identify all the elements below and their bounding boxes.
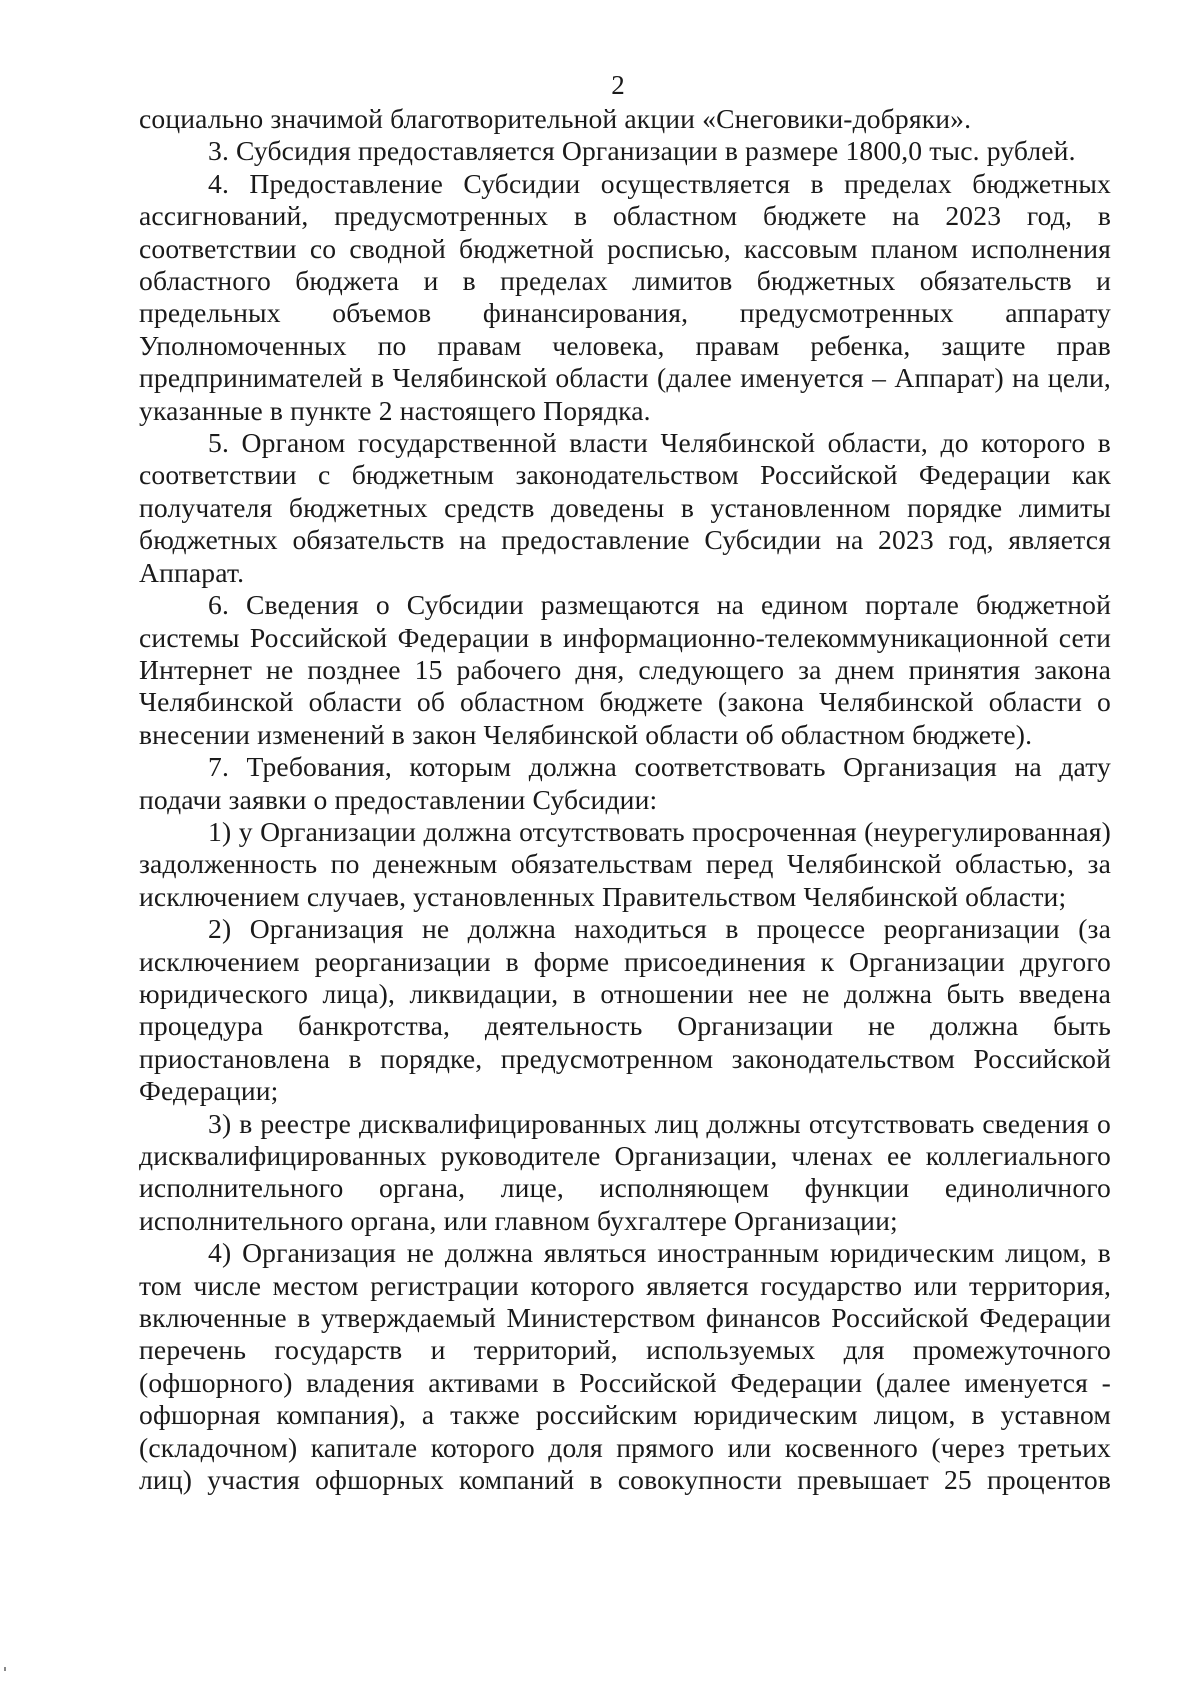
page-number: 2 [611,70,625,100]
paragraph-continuation: социально значимой благотворительной акции «Снеговики-добряки». [139,103,972,134]
paragraph-item-7: 7. Требования, которым должна соответствовать Организация на дату подачи заявки о предоставлении Субсидии: [139,751,1111,815]
scan-edge-mark [4,1667,6,1671]
paragraph-subitem-2: 2) Организация не должна находиться в процессе реорганизации (за исключением реорганизации в форме присоединения к Организации другого юридического лица), ликвидации, в отношении нее не должна быть введена процедура банкротства, деятельность Организации не должна быть приостановлена в порядке, предусмотренном законодательством Российской Федерации; [139,913,1111,1107]
paragraph-subitem-3: 3) в реестре дисквалифицированных лиц должны отсутствовать сведения о дисквалифицированных руководителе Организации, членах ее коллегиального исполнительного органа, лице, исполняющем функции единоличного исполнительного органа, или главном бухгалтере Организации; [139,1107,1111,1236]
paragraph-subitem-4: 4) Организация не должна являться иностранным юридическим лицом, в том числе местом регистрации которого является государство или территория, включенные в утверждаемый Министерством финансов Российской Федерации перечень государств и территорий, используемых для промежуточного (офшорного) владения активами в Российской Федерации (далее именуется - офшорная компания), а также российским юридическим лицом, в уставном (складочном) капитале которого доля прямого или косвенного (через третьих лиц) участия офшорных компаний в совокупности превышает 25 процентов [139,1237,1111,1496]
paragraph-subitem-1: 1) у Организации должна отсутствовать просроченная (неурегулированная) задолженность по денежным обязательствам перед Челябинской областью, за исключением случаев, установленных Правительством Челябинской области; [139,815,1111,912]
paragraph-item-5: 5. Органом государственной власти Челябинской области, до которого в соответствии с бюджетным законодательством Российской Федерации как получателя бюджетных средств доведены в установленном порядке лимиты бюджетных обязательств на предоставление Субсидии на 2023 год, является Аппарат. [139,427,1111,588]
paragraph-item-6: 6. Сведения о Субсидии размещаются на едином портале бюджетной системы Российской Федерации в информационно-телекоммуникационной сети Интернет не позднее 15 рабочего дня, следующего за днем принятия закона Челябинской области об областном бюджете (закона Челябинской области о внесении изменений в закон Челябинской области об областном бюджете). [139,589,1111,750]
paragraph-item-3: 3. Субсидия предоставляется Организации в размере 1800,0 тыс. рублей. [208,135,1076,167]
paragraph-item-4: 4. Предоставление Субсидии осуществляется в пределах бюджетных ассигнований, предусмотренных в областном бюджете на 2023 год, в соответствии со сводной бюджетной росписью, кассовым планом исполнения областного бюджета и в пределах лимитов бюджетных обязательств и предельных объемов финансирования, предусмотренных аппарату Уполномоченных по правам человека, правам ребенка, защите прав предпринимателей в Челябинской области (далее именуется – Аппарат) на цели, указанные в пункте 2 настоящего Порядка. [139,167,1111,426]
document-body [139,103,1111,1496]
